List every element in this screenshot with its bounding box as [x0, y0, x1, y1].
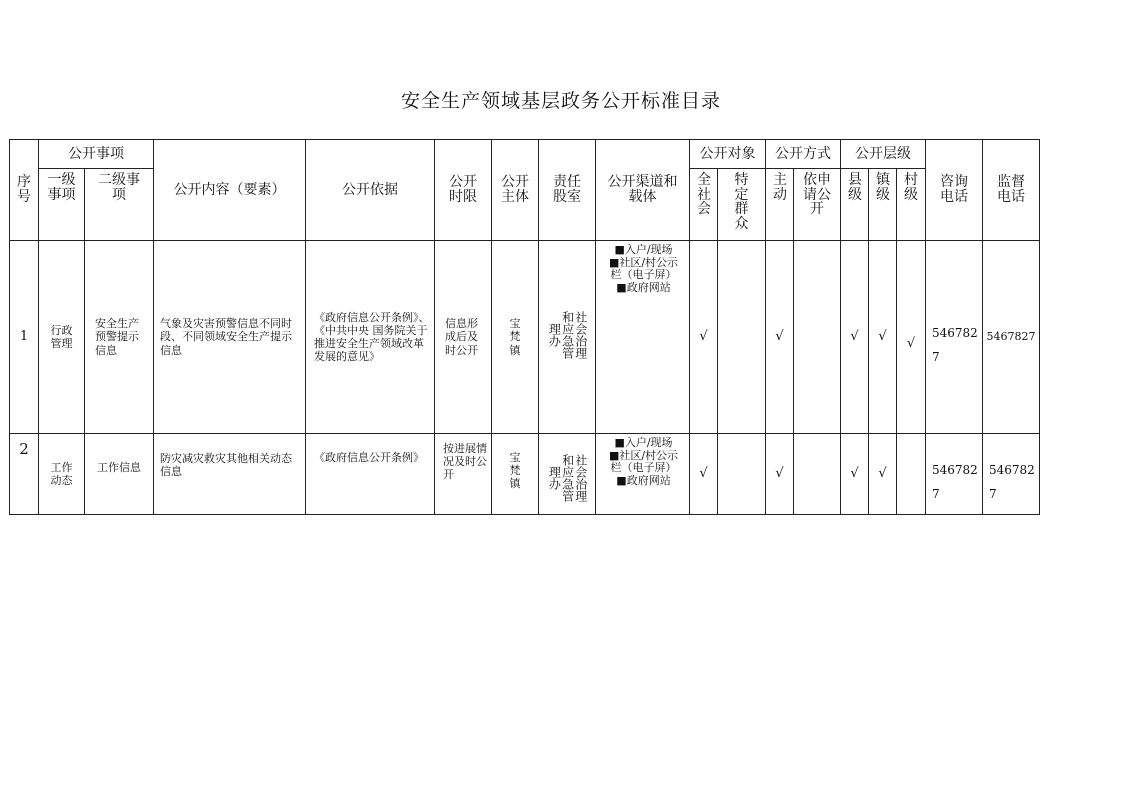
channel-item: ■社区/村公示栏（电子屏）: [608, 255, 679, 282]
row-level-village: [897, 434, 926, 515]
row-subject: 宝梵镇: [492, 241, 539, 434]
row-office: 社会治理和应急管理办: [547, 454, 588, 502]
row-method-apply: [794, 434, 841, 515]
row-supervise-phone: 5467827: [983, 434, 1040, 515]
row-level1: 工作动态: [39, 434, 85, 515]
header-target-specific: 特定群众: [718, 169, 766, 241]
header-item-group: 公开事项: [39, 140, 154, 169]
row-content: 气象及灾害预警信息不同时段、不同领域安全生产提示信息: [154, 241, 306, 434]
row-level-county: √: [841, 434, 869, 515]
catalog-table: [9, 139, 1040, 515]
header-subject: 公开主体: [492, 140, 539, 241]
row-target-specific: [718, 434, 766, 515]
channel-item: ■政府网站: [616, 280, 671, 294]
row-method-apply: [794, 241, 841, 434]
row-channels: [596, 241, 690, 434]
row-consult-phone: 5467827: [926, 434, 983, 515]
header-content: 公开内容（要素）: [154, 140, 306, 241]
row-target-specific: [718, 241, 766, 434]
row-seq: 2: [10, 434, 39, 515]
header-target-group: 公开对象: [690, 140, 766, 169]
row-subject: 宝梵镇: [492, 434, 539, 515]
row-target-all: √: [690, 434, 718, 515]
row-channels: [596, 434, 690, 515]
row-level-county: √: [841, 241, 869, 434]
row-method-active: √: [766, 434, 794, 515]
header-supervise-phone: 监督电话: [983, 140, 1040, 241]
header-channel: 公开渠道和载体: [596, 140, 690, 241]
row-level-town: √: [869, 434, 897, 515]
header-consult-phone: 咨询电话: [926, 140, 983, 241]
row-level1: 行政管理: [39, 241, 85, 434]
row-level-village: √: [897, 241, 926, 434]
header-level1: 一级事项: [39, 169, 85, 241]
row-method-active: √: [766, 241, 794, 434]
channel-item: ■入户/现场: [614, 243, 673, 256]
page-title: 安全生产领域基层政务公开标准目录: [400, 90, 721, 112]
row-seq: 1: [10, 241, 39, 434]
table-row: [10, 434, 1040, 515]
header-level-town: 镇级: [869, 169, 897, 241]
header-level-village: 村级: [897, 169, 926, 241]
row-target-all: √: [690, 241, 718, 434]
row-office-cell: [539, 241, 596, 434]
header-target-all: 全社会: [690, 169, 718, 241]
header-time-limit: 公开时限: [435, 140, 492, 241]
row-consult-phone: 5467827: [926, 241, 983, 434]
row-office: 社会治理和应急管理办: [547, 311, 588, 360]
row-level2: 工作信息: [85, 434, 154, 515]
header-method-active: 主动: [766, 169, 794, 241]
channel-item: ■入户/现场: [614, 436, 673, 449]
header-seq: 序号: [10, 140, 39, 241]
row-office-cell: [539, 434, 596, 515]
table-row: [10, 241, 1040, 434]
header-office: 责任股室: [539, 140, 596, 241]
header-basis: 公开依据: [306, 140, 435, 241]
header-method-group: 公开方式: [766, 140, 841, 169]
row-basis: 《政府信息公开条例》: [306, 434, 435, 515]
header-level2: 二级事项: [85, 169, 154, 241]
row-supervise-phone: 5467827: [983, 241, 1040, 434]
row-time-limit: 按进展情况及时公开: [435, 434, 492, 515]
row-content: 防灾减灾救灾其他相关动态信息: [154, 434, 306, 515]
channel-item: ■社区/村公示栏（电子屏）: [608, 448, 679, 475]
header-level-group: 公开层级: [841, 140, 926, 169]
row-level-town: √: [869, 241, 897, 434]
row-level2: 安全生产预警提示信息: [85, 241, 154, 434]
header-method-apply: 依申请公开: [794, 169, 841, 241]
header-level-county: 县级: [841, 169, 869, 241]
channel-item: ■政府网站: [616, 473, 671, 487]
row-time-limit: 信息形成后及时公开: [435, 241, 492, 434]
row-basis: 《政府信息公开条例》、《中共中央 国务院关于推进安全生产领域改革发展的意见》: [306, 241, 435, 434]
